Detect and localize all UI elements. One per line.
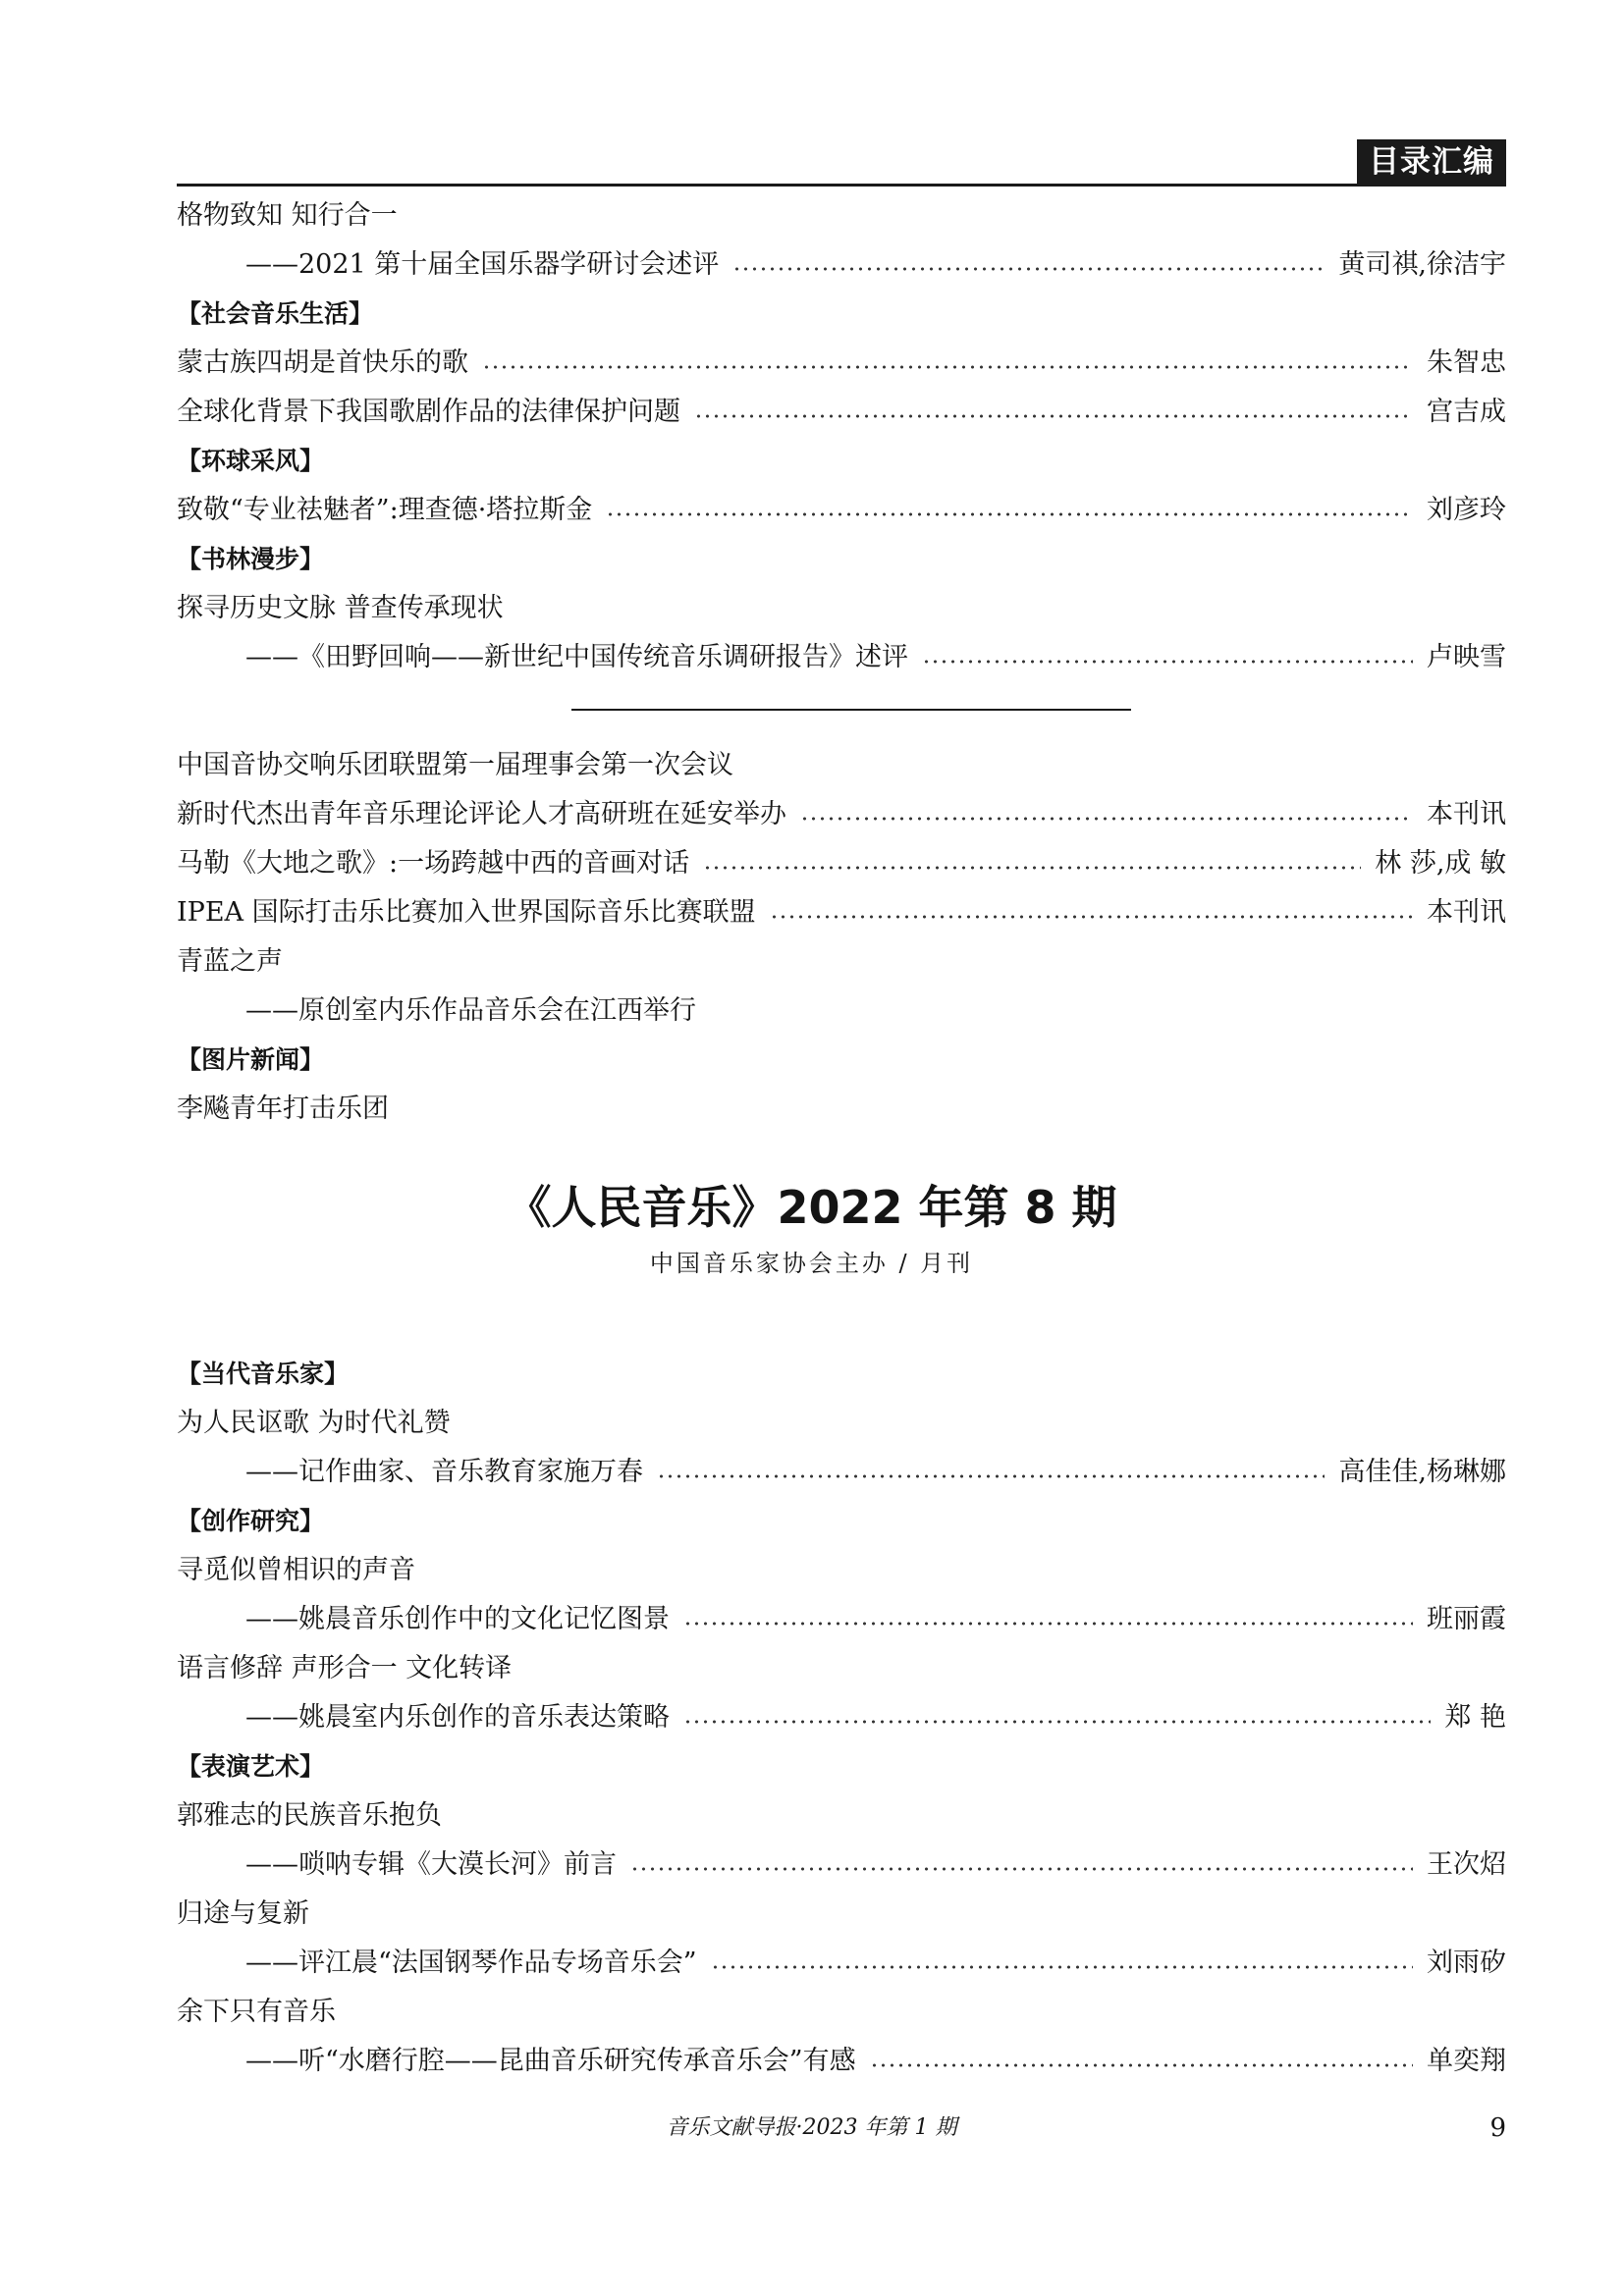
entry-author: 本刊讯: [1427, 897, 1506, 928]
toc-entry: 寻觅似曾相识的声音: [177, 1555, 415, 1585]
toc-entry: [177, 889, 1506, 936]
section-header-tag: 目录汇编: [1357, 139, 1506, 185]
dot-leader: [732, 267, 1325, 271]
page-number: 9: [1489, 2113, 1506, 2143]
journal-title: 《人民音乐》2022 年第 8 期: [506, 1181, 1117, 1234]
toc-entry: [245, 1694, 1506, 1741]
entry-author: 朱智忠: [1427, 347, 1506, 378]
section-heading: 【环球采风】: [177, 447, 325, 475]
toc-entry: 语言修辞 声形合一 文化转译: [177, 1653, 513, 1683]
toc-entry: [245, 634, 1506, 681]
toc-entry: [245, 241, 1506, 289]
dot-leader: [922, 660, 1413, 664]
toc-entry: 李飚青年打击乐团: [177, 1094, 389, 1124]
entry-author: 本刊讯: [1427, 799, 1506, 829]
toc-entry: 归途与复新: [177, 1898, 309, 1929]
entry-author: 单奕翔: [1427, 2046, 1506, 2076]
toc-entry: 青蓝之声: [177, 946, 283, 977]
toc-entry: [245, 2038, 1506, 2085]
toc-entry: [177, 487, 1506, 534]
entry-author: 刘彦玲: [1427, 495, 1506, 525]
toc-entry: [177, 340, 1506, 387]
dot-leader: [630, 1867, 1413, 1871]
entry-title: ——唢呐专辑《大漠长河》前言: [245, 1849, 617, 1880]
section-heading: 【书林漫步】: [177, 545, 325, 573]
entry-author: 黄司祺,徐洁宇: [1338, 249, 1506, 280]
section-heading: 【当代音乐家】: [177, 1360, 350, 1388]
dot-leader: [870, 2063, 1413, 2067]
toc-entry: [245, 1940, 1506, 1987]
dot-leader: [482, 365, 1413, 369]
toc-entry: 为人民讴歌 为时代礼赞: [177, 1408, 451, 1438]
entry-title: ——姚晨室内乐创作的音乐表达策略: [245, 1702, 670, 1733]
section-heading: 【社会音乐生活】: [177, 299, 374, 328]
dot-leader: [683, 1720, 1431, 1724]
toc-entry: [177, 840, 1506, 887]
dot-leader: [703, 866, 1361, 870]
entry-title: 马勒《大地之歌》:一场跨越中西的音画对话: [177, 848, 690, 879]
dot-leader: [800, 817, 1413, 821]
dot-leader: [770, 915, 1413, 919]
entry-title: ——评江晨“法国钢琴作品专场音乐会”: [245, 1948, 697, 1978]
dot-leader: [683, 1622, 1413, 1626]
section-heading: 【图片新闻】: [177, 1045, 325, 1074]
section-heading: 【创作研究】: [177, 1507, 325, 1535]
toc-entry: [245, 1596, 1506, 1643]
toc-entry: 探寻历史文脉 普查传承现状: [177, 593, 504, 623]
toc-entry: 中国音协交响乐团联盟第一届理事会第一次会议: [177, 750, 733, 780]
dot-leader: [694, 414, 1413, 418]
entry-author: 卢映雪: [1427, 642, 1506, 672]
section-heading: 【表演艺术】: [177, 1752, 325, 1781]
toc-entry: [245, 1449, 1506, 1496]
journal-subtitle: 中国音乐家协会主办 / 月刊: [649, 1250, 974, 1277]
entry-author: 林 莎,成 敏: [1375, 848, 1506, 879]
toc-entry: [177, 389, 1506, 436]
entry-title: 新时代杰出青年音乐理论评论人才高研班在延安举办: [177, 799, 786, 829]
entry-author: 高佳佳,杨琳娜: [1338, 1457, 1506, 1487]
dot-leader: [606, 512, 1413, 516]
entry-author: 王次炤: [1427, 1849, 1506, 1880]
entry-title: ——听“水磨行腔——昆曲音乐研究传承音乐会”有感: [245, 2046, 856, 2076]
entry-title: 全球化背景下我国歌剧作品的法律保护问题: [177, 397, 680, 427]
entry-author: 宫吉成: [1427, 397, 1506, 427]
header-rule: [177, 184, 1506, 187]
entry-author: 刘雨矽: [1427, 1948, 1506, 1978]
toc-entry: [245, 1842, 1506, 1889]
dot-leader: [657, 1474, 1325, 1478]
section-divider: [571, 709, 1131, 711]
toc-entry: 余下只有音乐: [177, 1997, 336, 2027]
toc-entry: 格物致知 知行合一: [177, 200, 398, 231]
entry-title: ——《田野回响——新世纪中国传统音乐调研报告》述评: [245, 642, 908, 672]
entry-author: 郑 艳: [1444, 1702, 1506, 1733]
entry-title: ——姚晨音乐创作中的文化记忆图景: [245, 1604, 670, 1634]
dot-leader: [711, 1965, 1413, 1969]
toc-entry: 郭雅志的民族音乐抱负: [177, 1800, 442, 1831]
entry-title: ——2021 第十届全国乐器学研讨会述评: [245, 249, 720, 280]
entry-title: 蒙古族四胡是首快乐的歌: [177, 347, 468, 378]
footer-journal-issue: 音乐文献导报·2023 年第 1 期: [666, 2115, 957, 2140]
toc-entry: [177, 791, 1506, 838]
entry-title: 致敬“专业祛魅者”:理查德·塔拉斯金: [177, 495, 593, 525]
entry-title: IPEA 国际打击乐比赛加入世界国际音乐比赛联盟: [177, 897, 756, 928]
entry-title: ——记作曲家、音乐教育家施万春: [245, 1457, 643, 1487]
toc-entry: ——原创室内乐作品音乐会在江西举行: [245, 995, 696, 1026]
entry-author: 班丽霞: [1427, 1604, 1506, 1634]
